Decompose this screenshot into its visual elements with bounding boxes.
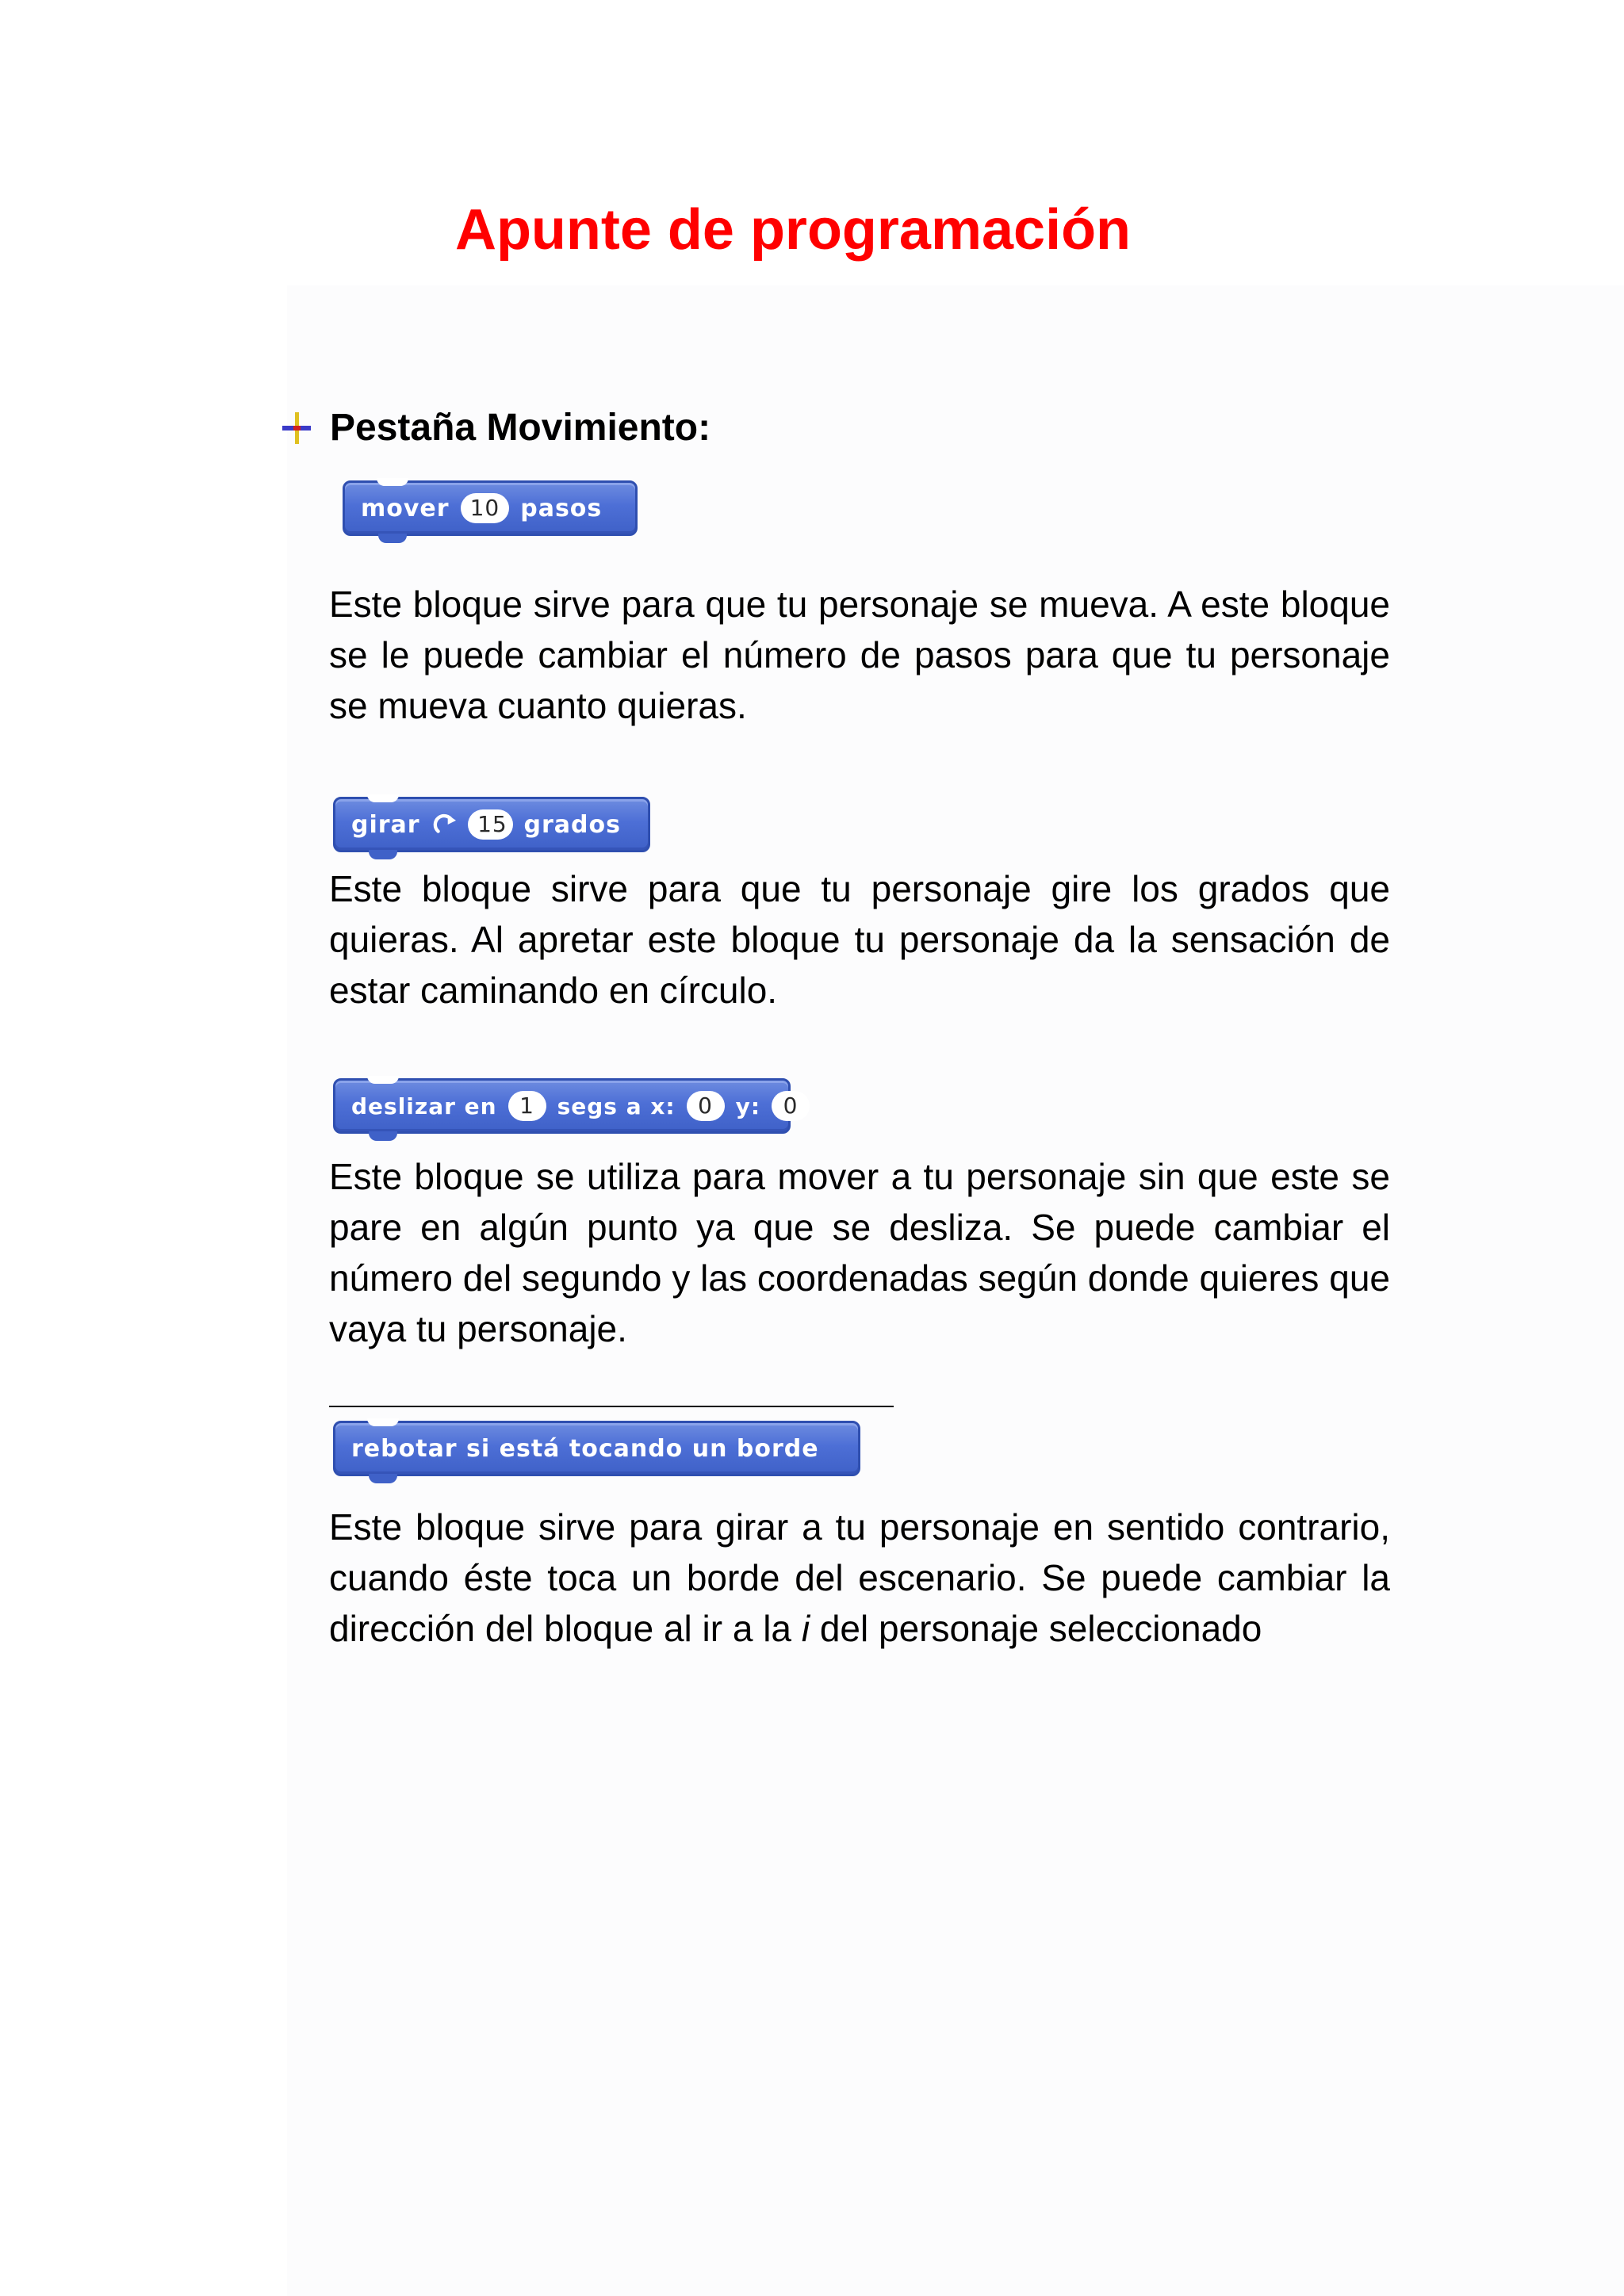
separator-line (329, 1406, 894, 1407)
move-steps-block[interactable] (343, 480, 638, 536)
degrees-value[interactable]: 15 (468, 809, 512, 840)
steps-value[interactable]: 10 (461, 493, 510, 523)
block-word: deslizar en (351, 1093, 497, 1119)
glide-block[interactable] (333, 1078, 799, 1134)
block-word: segs a x: (557, 1093, 676, 1119)
bullet-cross-icon (279, 411, 314, 446)
turn-degrees-block[interactable] (333, 797, 650, 852)
section-heading (279, 400, 710, 456)
block-word: grados (523, 810, 621, 839)
bounce-description-italic: i (801, 1608, 810, 1649)
bounce-description (329, 1502, 1390, 1654)
page-title: Apunte de programación (454, 198, 1132, 262)
glide-x-value[interactable]: 0 (687, 1091, 725, 1121)
move-steps-description: Este bloque sirve para que tu personaje se mueva. A este bloque se le puede cambiar el número de pasos para que tu personaje se mueva cuanto quieras. (329, 584, 1390, 726)
turn-degrees-description: Este bloque sirve para que tu personaje gire los grados que quieras. Al apretar este bloque tu personaje da la sensación de estar caminando en círculo. (329, 868, 1390, 1011)
block-word: pasos (520, 494, 603, 522)
block-word: girar (351, 810, 420, 839)
bounce-description-text: Este bloque sirve para girar a tu personaje en sentido contrario, cuando éste toca un borde del escenario. Se puede cambiar la dirección del bloque al ir a la (329, 1506, 1390, 1649)
glide-description: Este bloque se utiliza para mover a tu personaje sin que este se pare en algún punto ya que se desliza. Se puede cambiar el número del segundo y las coordenadas según donde quieres que vaya tu personaje. (329, 1156, 1390, 1349)
bounce-block[interactable] (333, 1421, 860, 1476)
block-word: y: (735, 1093, 761, 1119)
block-word: rebotar si está tocando un borde (351, 1434, 819, 1463)
bounce-description-tail: del personaje seleccionado (810, 1608, 1262, 1649)
rotate-clockwise-icon (431, 809, 458, 840)
block-word: mover (361, 494, 450, 522)
glide-y-value[interactable]: 0 (772, 1091, 810, 1121)
section-heading-text: Pestaña Movimiento: (330, 407, 711, 449)
glide-seconds-value[interactable]: 1 (508, 1091, 546, 1121)
